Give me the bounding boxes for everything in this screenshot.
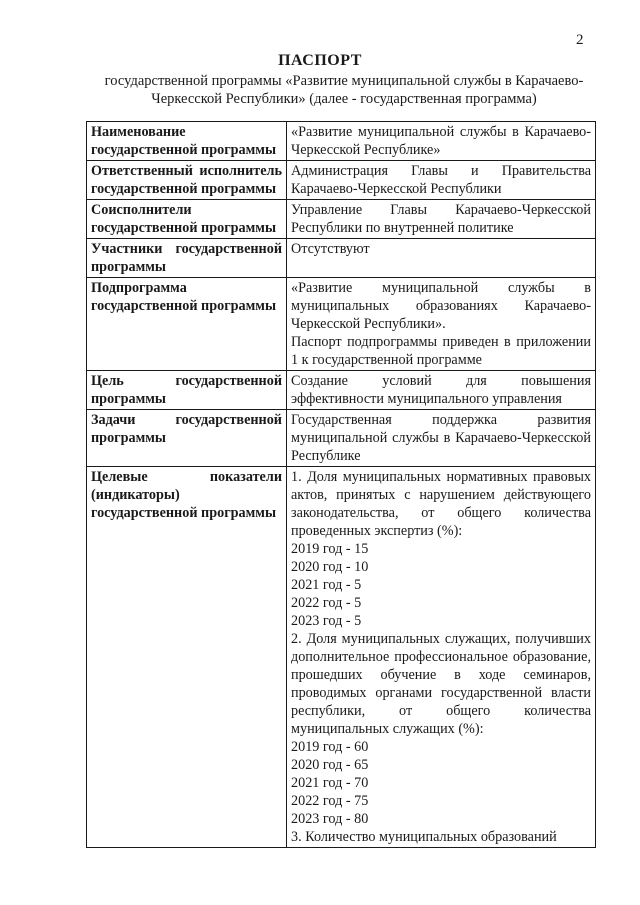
row-label: Задачи государственной программы [87, 410, 287, 467]
document-title: ПАСПОРТ [278, 52, 362, 69]
value-line: 2023 год - 80 [291, 811, 369, 827]
passport-table-body [87, 122, 596, 848]
value-line: 2019 год - 60 [291, 739, 369, 755]
value-line: «Развитие муниципальной службы в Карачаево-Черкесской Республике» [291, 124, 591, 158]
row-value [287, 239, 596, 278]
value-line: 2019 год - 15 [291, 541, 369, 557]
value-line: Управление Главы Карачаево-Черкесской Республики по внутренней политике [291, 202, 591, 236]
value-line: Создание условий для повышения эффективности муниципального управления [291, 373, 591, 407]
table-row [87, 239, 596, 278]
row-label: Целевые показатели (индикаторы) государственной программы [87, 467, 287, 848]
table-row [87, 122, 596, 161]
row-label: Наименование государственной программы [87, 122, 287, 161]
table-row [87, 278, 596, 371]
value-line: 2022 год - 5 [291, 595, 362, 611]
row-value [287, 122, 596, 161]
row-value [287, 467, 596, 848]
table-row [87, 200, 596, 239]
value-line: 2022 год - 75 [291, 793, 369, 809]
value-line: Паспорт подпрограммы приведен в приложении 1 к государственной программе [291, 334, 591, 368]
value-line: 2. Доля муниципальных служащих, получивших дополнительное профессиональное образование, прошедших обучение в ходе семинаров, проводимых органами государственной власти республики, от общего количества муниципальных служащих (%): [291, 631, 591, 737]
value-line: Государственная поддержка развития муниципальной службы в Карачаево-Черкесской Республике [291, 412, 591, 464]
row-value [287, 278, 596, 371]
value-line: 2023 год - 5 [291, 613, 362, 629]
value-line: Отсутствуют [291, 241, 370, 257]
value-line: 2021 год - 5 [291, 577, 362, 593]
value-line: 1. Доля муниципальных нормативных правовых актов, принятых с нарушением действующего законодательства, от общего количества проведенных экспертиз (%): [291, 469, 591, 539]
table-row [87, 467, 596, 848]
value-line: 2021 год - 70 [291, 775, 369, 791]
row-label: Участники государственной программы [87, 239, 287, 278]
table-row [87, 410, 596, 467]
table-row [87, 161, 596, 200]
row-value [287, 200, 596, 239]
row-value [287, 371, 596, 410]
passport-table [86, 121, 596, 848]
value-line: 3. Количество муниципальных образований [291, 829, 557, 845]
row-label: Подпрограмма государственной программы [87, 278, 287, 371]
document-subtitle: государственной программы «Развитие муниципальной службы в Карачаево-Черкесской Республики» (далее - государственная программа) [104, 73, 584, 107]
row-value [287, 161, 596, 200]
row-label: Ответственный исполнитель государственной программы [87, 161, 287, 200]
value-line: 2020 год - 10 [291, 559, 369, 575]
page-number: 2 [576, 32, 584, 48]
row-label: Соисполнители государственной программы [87, 200, 287, 239]
value-line: 2020 год - 65 [291, 757, 369, 773]
table-row [87, 371, 596, 410]
row-label: Цель государственной программы [87, 371, 287, 410]
value-line: Администрация Главы и Правительства Карачаево-Черкесской Республики [291, 163, 591, 197]
value-line: «Развитие муниципальной службы в муниципальных образованиях Карачаево-Черкесской Республики». [291, 280, 591, 332]
row-value [287, 410, 596, 467]
